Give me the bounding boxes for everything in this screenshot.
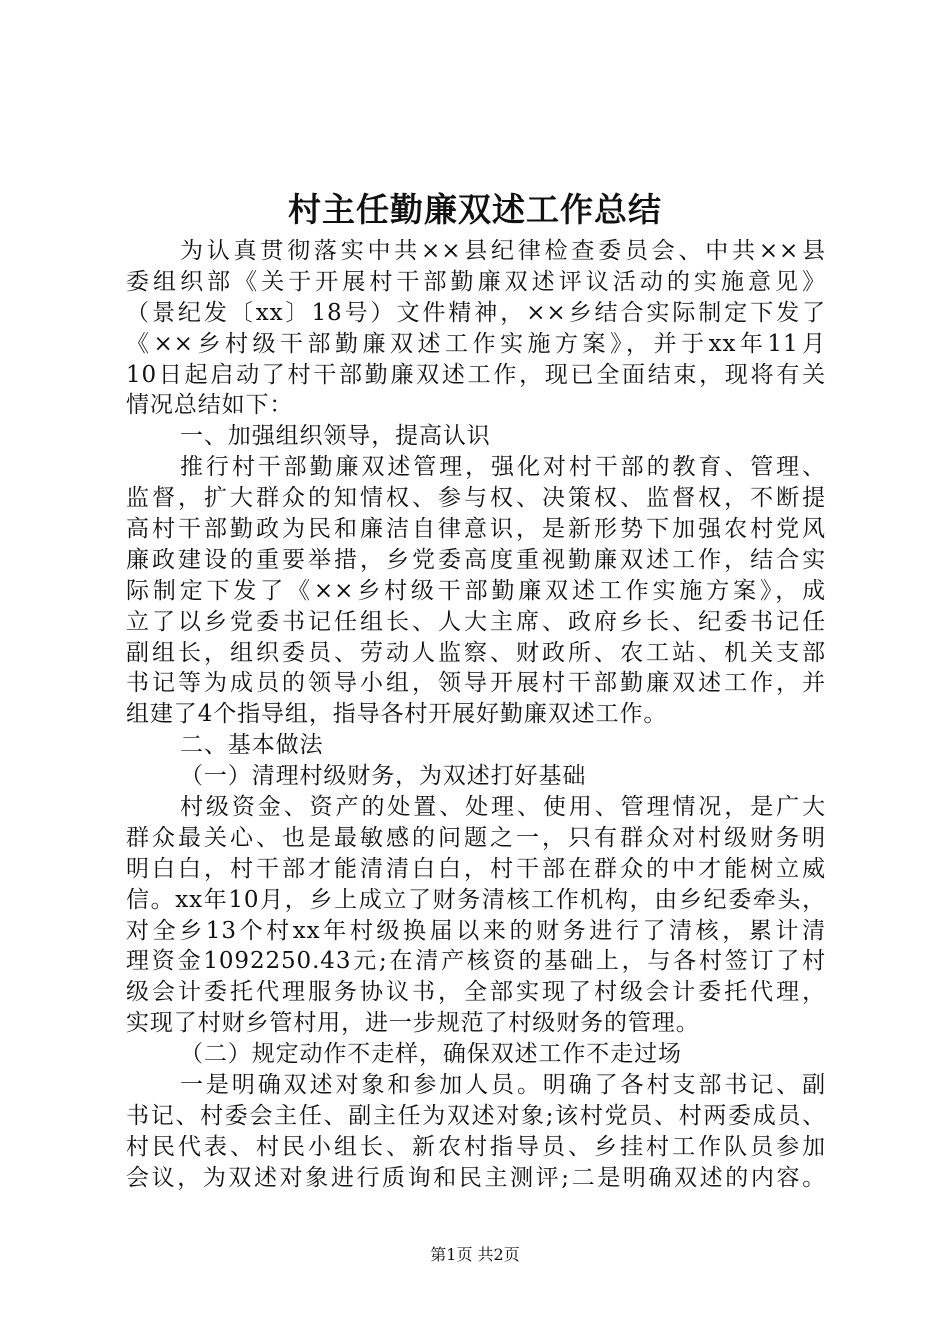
text-line: 《××乡村级干部勤廉双述工作实施方案》，并于xx年11月 [126, 330, 826, 357]
section-heading: 一、加强组织领导，提高认识 [180, 423, 491, 450]
text-line: 对全乡13个村xx年村级换届以来的财务进行了清核，累计清 [126, 917, 826, 944]
document-body [126, 236, 826, 1194]
text-line: 会议，为双述对象进行质询和民主测评;二是明确双述的内容。 [126, 1164, 826, 1191]
text-line: 委组织部《关于开展村干部勤廉双述评议活动的实施意见》 [126, 268, 826, 295]
text-line: 群众最关心、也是最敏感的问题之一，只有群众对村级财务明 [126, 824, 826, 851]
text-line: 信。xx年10月，乡上成立了财务清核工作机构，由乡纪委牵头， [126, 886, 826, 913]
text-line: 实现了村财乡管村用，进一步规范了村级财务的管理。 [126, 1010, 700, 1037]
text-line: 村民代表、村民小组长、新农村指导员、乡挂村工作队员参加 [126, 1133, 826, 1160]
text-line: 10日起启动了村干部勤廉双述工作，现已全面结束，现将有关 [126, 361, 826, 388]
text-line: 书记、村委会主任、副主任为双述对象;该村党员、村两委成员、 [126, 1102, 826, 1129]
page-footer: 第1页 共2页 [430, 1245, 520, 1264]
text-line: 情况总结如下： [126, 392, 294, 419]
text-line: 为认真贯彻落实中共××县纪律检查委员会、中共××县 [180, 238, 826, 264]
document-title: 村主任勤廉双述工作总结 [288, 190, 662, 229]
subsection-heading: （二）规定动作不走样，确保双述工作不走过场 [180, 1041, 682, 1068]
text-line: （景纪发〔xx〕18号）文件精神，××乡结合实际制定下发了 [126, 299, 826, 326]
text-line: 级会计委托代理服务协议书，全部实现了村级会计委托代理， [126, 979, 826, 1006]
text-line: 书记等为成员的领导小组，领导开展村干部勤廉双述工作，并 [126, 670, 826, 697]
text-line: 监督，扩大群众的知情权、参与权、决策权、监督权，不断提 [126, 485, 826, 512]
subsection-heading: （一）清理村级财务，为双述打好基础 [180, 763, 587, 790]
text-line: 廉政建设的重要举措，乡党委高度重视勤廉双述工作，结合实 [126, 546, 826, 573]
text-line: 一是明确双述对象和参加人员。明确了各村支部书记、副 [180, 1072, 826, 1099]
text-line: 理资金1092250.43元;在清产核资的基础上，与各村签订了村 [126, 948, 826, 975]
section-heading: 二、基本做法 [180, 732, 324, 759]
text-line: 际制定下发了《××乡村级干部勤廉双述工作实施方案》，成 [126, 577, 826, 604]
text-line: 组建了4个指导组，指导各村开展好勤廉双述工作。 [126, 701, 668, 728]
text-line: 立了以乡党委书记任组长、人大主席、政府乡长、纪委书记任 [126, 608, 826, 635]
text-line: 村级资金、资产的处置、处理、使用、管理情况，是广大 [180, 794, 826, 821]
text-line: 明白白，村干部才能清清白白，村干部在群众的中才能树立威 [126, 855, 826, 882]
text-line: 推行村干部勤廉双述管理，强化对村干部的教育、管理、 [180, 454, 826, 481]
text-line: 高村干部勤政为民和廉洁自律意识，是新形势下加强农村党风 [126, 516, 826, 543]
text-line: 副组长，组织委员、劳动人监察、财政所、农工站、机关支部 [126, 639, 826, 666]
